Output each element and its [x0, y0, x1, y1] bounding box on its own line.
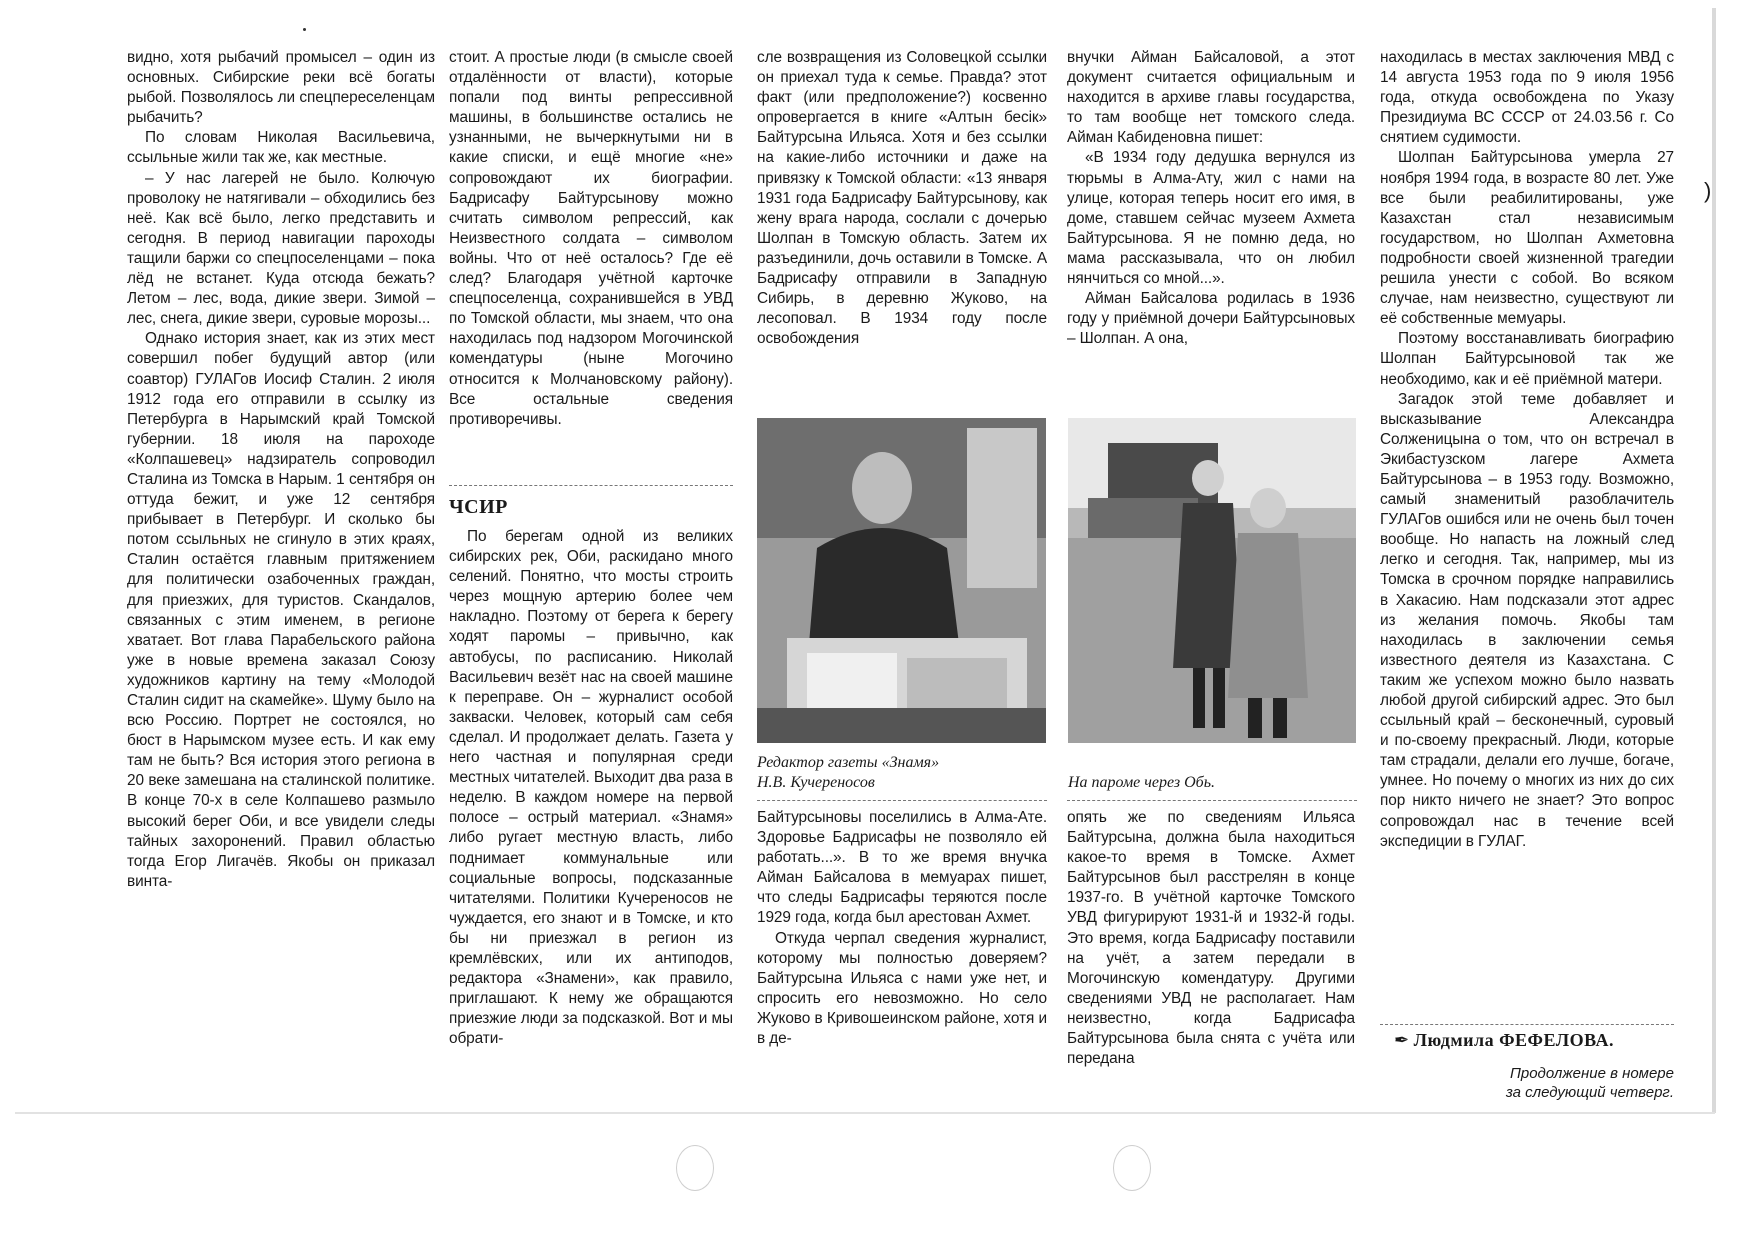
continued-line: Продолжение в номере — [1510, 1065, 1674, 1082]
photo-editor-caption — [757, 753, 939, 793]
column-2-bottom — [449, 527, 733, 1049]
column-4-bottom — [1067, 808, 1355, 1069]
photo-ferry-image — [1068, 418, 1356, 743]
caption-rule — [757, 800, 1047, 801]
scan-mark: ) — [1704, 178, 1712, 203]
section-heading: ЧСИР — [449, 496, 508, 518]
byline — [1394, 1030, 1614, 1051]
column-3-bottom — [757, 808, 1047, 1049]
paragraph: внучки Айман Байсаловой, а этот документ считается официальным и находится в архиве главы государства, то там вообще нет томского следа. Айман Кабиденовна пишет: — [1067, 49, 1355, 147]
scan-edge — [1712, 8, 1716, 1113]
photo-editor — [757, 418, 1046, 743]
paragraph: Айман Байсалова родилась в 1936 году у приёмной дочери Байтурсыновых – Шолпан. А она, — [1067, 290, 1355, 348]
paragraph: Поэтому восстанавливать биографию Шолпан Байтурсыновой так же необходимо, как и её приёмной матери. — [1380, 330, 1674, 388]
caption-line: Н.В. Кучереносов — [757, 774, 875, 791]
column-5 — [1380, 48, 1674, 852]
paragraph: Загадок этой теме добавляет и высказывание Александра Солженицына о том, что он встречал в Экибастузском лагере Ахмета Байтурсынова – в 1953 году. Возможно, самый знаменитый разоблачитель ГУЛАГов ошибся или не очень был точен вообще. Но напасть на ложный след легко и сегодня. Так, например, мы из Томска в срочном порядке направились в Хакасию. Нам подсказали этот адрес из желания помочь. Якобы там находилась в заключении семья известного деятеля из Казахстана. С таким же успехом можно было назвать любой другой сибирский адрес. Это был ссыльный край – бесконечный, суровый и по-своему прекрасный. Люди, которые там страдали, делали его лучше, богаче, умнее. Но почему о многих из них до сих пор никто ничего не знает? Это вопрос сопровождал нас в течение всей экспедиции в ГУЛАГ. — [1380, 390, 1674, 850]
column-1 — [127, 48, 435, 892]
caption-rule — [1067, 800, 1357, 801]
paragraph: находилась в местах заключения МВД с 14 августа 1953 года по 9 июля 1956 года, откуда освобождена по Указу Президиума ВС СССР от 24.03.56 г. Со снятием судимости. — [1380, 49, 1674, 147]
column-2-top — [449, 48, 733, 430]
paragraph: видно, хотя рыбачий промысел – один из основных. Сибирские реки всё богаты рыбой. Позволялось ли спецпереселенцам рыбачить? — [127, 49, 435, 127]
paragraph: опять же по сведениям Ильяса Байтурсына, должна была находиться какое-то время в Томске. Ахмет Байтурсынов был расстрелян в конце 1937-го. В учётной карточке Томского УВД фигурируют 1931-й и 1932-й годы. Это время, когда Бадрисафу поставили на учёт, а затем передали в Могочинскую комендатуру. Другими сведениями УВД не располагает. Нам неизвестно, когда Бадрисафа Байтурсынова была снята с учёта или передана — [1067, 809, 1355, 1068]
column-3-top — [757, 48, 1047, 349]
paragraph: Откуда черпал сведения журналист, которому мы полностью доверяем? Байтурсына Ильяса с нами уже нет, и спросить его невозможно. Но село Жуково в Кривошеинском районе, хотя и в де- — [757, 929, 1047, 1048]
photo-ferry — [1068, 418, 1356, 743]
punch-hole-left — [676, 1145, 714, 1191]
byline-rule — [1380, 1024, 1674, 1025]
paragraph: По берегам одной из великих сибирских рек, Оби, раскидано много селений. Понятно, что мосты строить через мощную артерию более чем накладно. Поэтому от берега к берегу ходят паромы – привычно, как автобусы, по расписанию. Николай Васильевич везёт нас на своей машине к переправе. Он – журналист особой закваски. Человек, который сам себя сделал. И продолжает делать. Газета у него частная и популярная среди местных читателей. Выходит два раза в неделю. В каждом номере на первой полосе – острый материал. «Знамя» либо ругает местную власть, либо поднимает коммунальные или социальные вопросы, подсказанные читателями. Политики Кучереносов не чуждается, его знают и в Томске, и кто бы ни приезжал в регион из кремлёвских, или их антиподов, редактора «Знамени», как правило, приглашают. К нему же обращаются приезжие люди за подсказкой. Вот и мы обрати- — [449, 528, 733, 1048]
paragraph: – У нас лагерей не было. Колючую проволоку не натягивали – обходились без неё. Как всё было, легко представить и сегодня. В период навигации пароходы тащили баржи со спецпоселенцами – пока лёд не встанет. Куда отсюда бежать? Летом – лес, вода, дикие звери. Зимой – лес, снега, дикие звери, суровые морозы... — [127, 169, 435, 328]
pen-icon: ✒ — [1394, 1030, 1410, 1050]
scan-speck — [303, 28, 306, 31]
photo-editor-image — [757, 418, 1046, 743]
caption-line: Редактор газеты «Знамя» — [757, 754, 940, 771]
section-rule — [449, 485, 733, 486]
paragraph: Однако история знает, как из этих мест совершил побег будущий автор (или соавтор) ГУЛАГов Иосиф Сталин. 2 июля 1912 года его отправили в ссылку из Петербурга в Нарымский край Томской губернии. 18 июля на пароходе «Колпашевец» надзиратель сопроводил Сталина из Томска в Нарым. 1 сентября он оттуда бежит, и уже 12 сентября прибывает в Петербург. И сколько бы потом ссыльных не сгинуло в этих краях, Сталин остаётся главным притяжением для политически озабоченных граждан, для приезжих, для туристов. Скандалов, связанных с этим именем, в регионе хватает. Вот глава Парабельского района уже в новые времена заказал Союзу художников картину на тему «Молодой Сталин сидит на скамейке». Шуму было на всю Россию. Портрет не состоялся, но бюст в Нарымском музее есть. И как ему там не быть? Вся история этого региона в 20 веке замешана на сталинской политике. В конце 70-х в селе Колпашево размыло высокий берег Оби, и все увидели следы тайных захоронений. Правил областью тогда Егор Лигачёв. Якобы он приказал винта- — [127, 330, 435, 890]
scan-bottom-edge — [15, 1112, 1715, 1114]
photo-ferry-caption: На пароме через Обь. — [1068, 774, 1216, 791]
punch-hole-right — [1113, 1145, 1151, 1191]
paragraph: По словам Николая Васильевича, ссыльные жили так же, как местные. — [127, 129, 435, 167]
paragraph: Шолпан Байтурсынова умерла 27 ноября 1994 года, в возрасте 80 лет. Уже все были реабилитированы, уже Казахстан стал независимым государством, но Шолпан Ахметовна подробности своей жизненной трагедии решила унести с собой. Во всяком случае, нам неизвестно, существуют ли её собственные мемуары. — [1380, 149, 1674, 328]
continued-line: за следующий четверг. — [1505, 1084, 1674, 1101]
author-name: Людмила ФЕФЕЛОВА. — [1413, 1030, 1615, 1050]
paragraph: сле возвращения из Соловецкой ссылки он приехал туда к семье. Правда? этот факт (или предположение?) косвенно опровергается в книге «Алтын бесік» Байтурсына Ильяса. Хотя и без ссылки на какие-либо источники и даже на привязку к Томской области: «13 января 1931 года Бадрисафу Байтурсынову, как жену врага народа, сослали с дочерью Шолпан в Томскую область. Затем их разъединили, дочь оставили в Томске. А Бадрисафу отправили в Западную Сибирь, в деревню Жуково, на лесоповал. В 1934 году после освобождения — [757, 49, 1047, 348]
paragraph: «В 1934 году дедушка вернулся из тюрьмы в Алма-Ату, жил с нами на улице, которая теперь носит его имя, в доме, ставшем сейчас музеем Ахмета Байтурсынова. Я не помню деда, но мама рассказывала, что он любил нянчиться со мной...». — [1067, 149, 1355, 288]
paragraph: стоит. А простые люди (в смысле своей отдалённости от власти), которые попали под винты репрессивной машины, в большинстве остались не узнанными, не вычеркнутыми ни в какие списки, и ещё многие «не» сопровождают их биографии. Бадрисафу Байтурсынову можно считать символом репрессий, как Неизвестного солдата – символом войны. Что от неё осталось? Где её след? Благодаря учётной карточке спецпоселенца, сохранившейся в УВД по Томской области, мы знаем, что она находилась под надзором Могочинской комендатуры (ныне Могочино относится к Молчановскому району). Все остальные сведения противоречивы. — [449, 49, 733, 428]
continued-note — [1420, 1064, 1674, 1102]
column-4-top — [1067, 48, 1355, 349]
paragraph: Байтурсыновы поселились в Алма-Ате. Здоровье Бадрисафы не позволяло ей работать...». В то же время внучка Айман Байсалова в мемуарах пишет, что следы Бадрисафы теряются после 1929 года, когда был арестован Ахмет. — [757, 809, 1047, 927]
